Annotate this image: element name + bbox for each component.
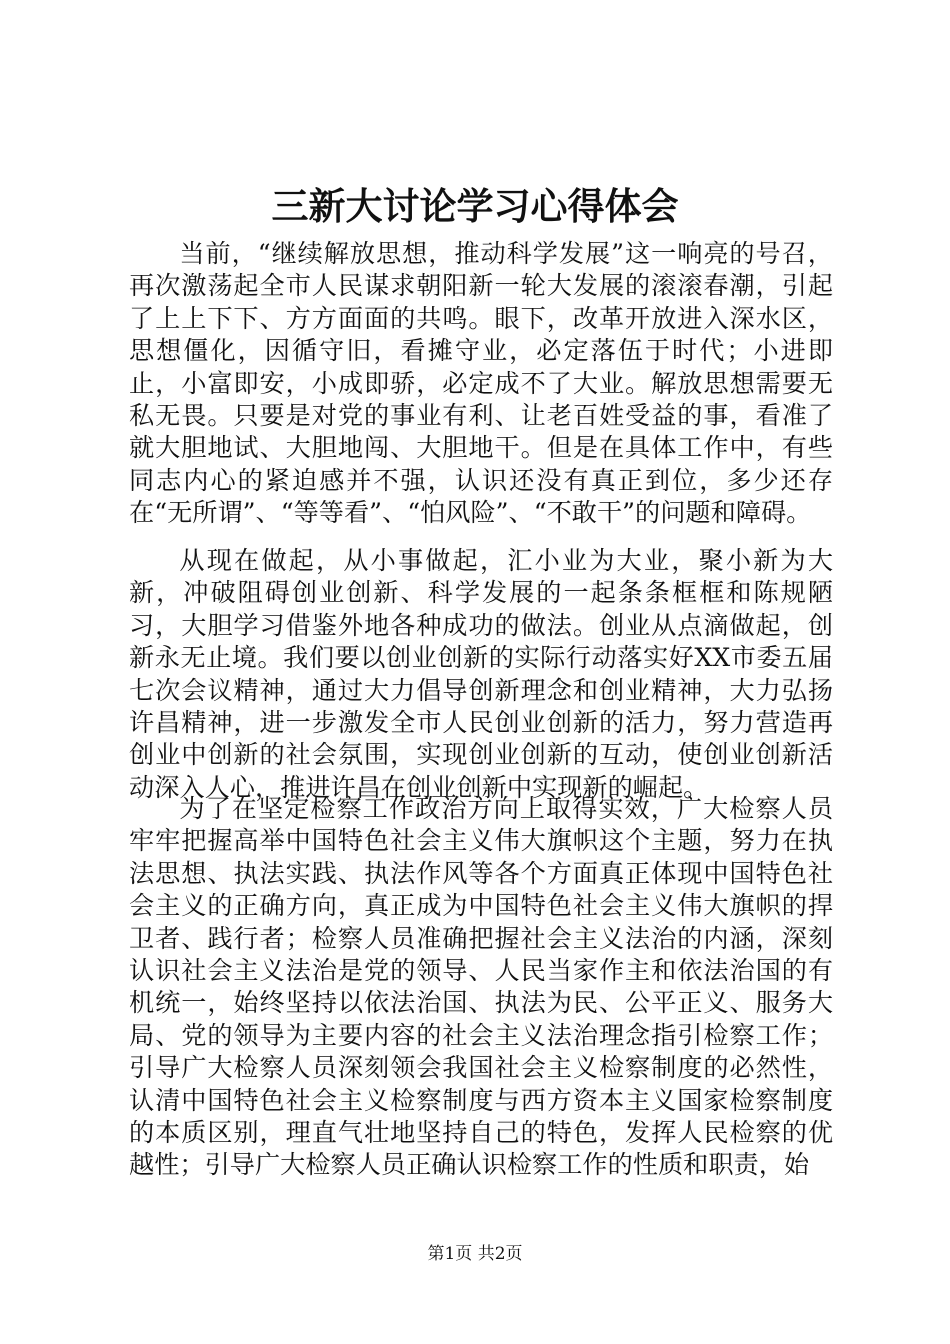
- paragraph: 当前，“继续解放思想，推动科学发展”这一响亮的号召，再次激荡起全市人民谋求朝阳新一轮大发展的滚滚春潮，引起了上上下下、方方面面的共鸣。眼下，改革开放进入深水区，思想僵化，因循守旧，看摊守业，必定落伍于时代；小进即止，小富即安，小成即骄，必定成不了大业。解放思想需要无私无畏。只要是对党的事业有利、让老百姓受益的事，看准了就大胆地试、大胆地闯、大胆地干。但是在具体工作中，有些同志内心的紧迫感并不强，认识还没有真正到位，多少还存在“无所谓”、“等等看”、“怕风险”、“不敢干”的问题和障碍。: [129, 239, 833, 528]
- document-title: 三新大讨论学习心得体会: [271, 184, 679, 228]
- paragraph: 为了在坚定检察工作政治方向上取得实效，广大检察人员牢牢把握高举中国特色社会主义伟大旗帜这个主题，努力在执法思想、执法实践、执法作风等各个方面真正体现中国特色社会主义的正确方向，真正成为中国特色社会主义伟大旗帜的捍卫者、践行者；检察人员准确把握社会主义法治的内涵，深刻认识社会主义法治是党的领导、人民当家作主和依法治国的有机统一，始终坚持以依法治国、执法为民、公平正义、服务大局、党的领导为主要内容的社会主义法治理念指引检察工作；引导广大检察人员深刻领会我国社会主义检察制度的必然性，认清中国特色社会主义检察制度与西方资本主义国家检察制度的本质区别，理直气壮地坚持自己的特色，发挥人民检察的优越性；引导广大检察人员正确认识检察工作的性质和职责，始: [129, 794, 833, 1180]
- page-number-footer: 第1页 共2页: [427, 1244, 523, 1264]
- paragraph: 从现在做起，从小事做起，汇小业为大业，聚小新为大新，冲破阻碍创业创新、科学发展的一起条条框框和陈规陋习，大胆学习借鉴外地各种成功的做法。创业从点滴做起，创新永无止境。我们要以创业创新的实际行动落实好XX市委五届七次会议精神，通过大力倡导创新理念和创业精神，大力弘扬许昌精神，进一步激发全市人民创业创新的活力，努力营造再创业中创新的社会氛围，实现创业创新的互动，使创业创新活动深入人心，推进许昌在创业创新中实现新的崛起。: [129, 546, 833, 802]
